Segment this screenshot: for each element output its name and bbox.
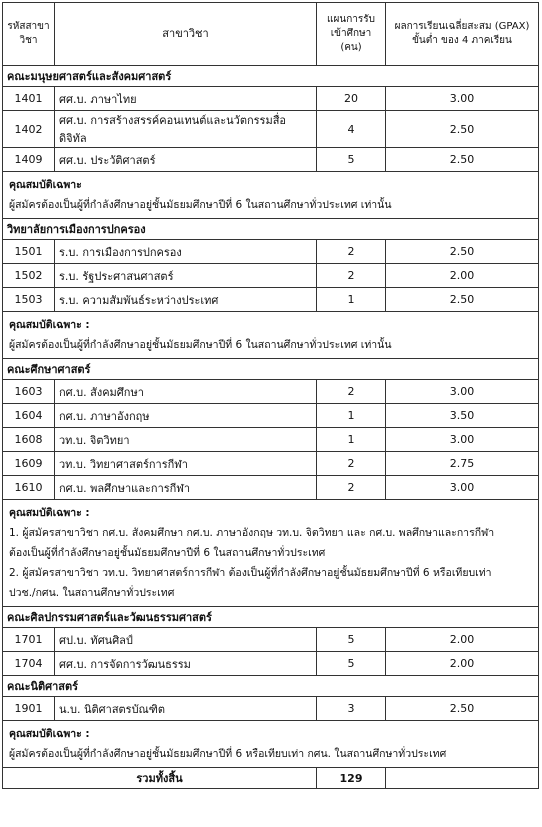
table-header-row bbox=[3, 3, 539, 66]
total-row bbox=[3, 768, 539, 789]
note-line: ผู้สมัครต้องเป็นผู้ที่กำลังศึกษาอยู่ชั้นมัธยมศึกษาปีที่ 6 ในสถานศึกษาทั่วประเทศ เท่านั้น bbox=[9, 199, 392, 211]
section-title: วิทยาลัยการเมืองการปกครอง bbox=[3, 219, 539, 240]
subject-cell: ศศ.บ. ภาษาไทย bbox=[55, 87, 317, 111]
code-cell: 1502 bbox=[3, 264, 55, 288]
subject-cell: ศศ.บ. การจัดการวัฒนธรรม bbox=[55, 652, 317, 676]
seats-cell: 1 bbox=[317, 288, 386, 312]
qualification-note-row bbox=[3, 721, 539, 768]
section-title: คณะมนุษยศาสตร์และสังคมศาสตร์ bbox=[3, 66, 539, 87]
subject-cell: ศศ.บ. การสร้างสรรค์คอนเทนต์และนวัตกรรมสื่อดิจิทัล bbox=[55, 111, 317, 148]
code-cell: 1501 bbox=[3, 240, 55, 264]
section-header-row bbox=[3, 219, 539, 240]
gpax-cell: 2.50 bbox=[386, 148, 539, 172]
seats-cell: 2 bbox=[317, 240, 386, 264]
code-cell: 1901 bbox=[3, 697, 55, 721]
subject-cell: กศ.บ. ภาษาอังกฤษ bbox=[55, 404, 317, 428]
gpax-cell: 2.75 bbox=[386, 452, 539, 476]
total-value: 129 bbox=[317, 768, 386, 789]
table-body bbox=[3, 66, 539, 789]
subject-cell: วท.บ. จิตวิทยา bbox=[55, 428, 317, 452]
section-header-row bbox=[3, 676, 539, 697]
seats-cell: 4 bbox=[317, 111, 386, 148]
table-row bbox=[3, 697, 539, 721]
table-row bbox=[3, 628, 539, 652]
admission-quota-table bbox=[2, 2, 539, 789]
note-title: คุณสมบัติเฉพาะ : bbox=[9, 319, 90, 331]
qualification-note bbox=[3, 172, 539, 219]
note-line: 2. ผู้สมัครสาขาวิชา วท.บ. วิทยาศาสตร์การกีฬา ต้องเป็นผู้ที่กำลังศึกษาอยู่ชั้นมัธยมศึกษาปีที่ 6 หรือเทียบเท่า bbox=[9, 567, 492, 579]
subject-cell: ศศ.บ. ประวัติศาสตร์ bbox=[55, 148, 317, 172]
seats-cell: 2 bbox=[317, 476, 386, 500]
gpax-cell: 2.00 bbox=[386, 628, 539, 652]
subject-cell: กศ.บ. สังคมศึกษา bbox=[55, 380, 317, 404]
gpax-cell: 2.50 bbox=[386, 240, 539, 264]
note-line: ปวช./กศน. ในสถานศึกษาทั่วประเทศ bbox=[9, 587, 175, 599]
header-seats: แผนการรับเข้าศึกษา (คน) bbox=[317, 3, 386, 66]
code-cell: 1503 bbox=[3, 288, 55, 312]
table-row bbox=[3, 111, 539, 148]
seats-cell: 5 bbox=[317, 148, 386, 172]
subject-cell: ร.บ. ความสัมพันธ์ระหว่างประเทศ bbox=[55, 288, 317, 312]
seats-cell: 20 bbox=[317, 87, 386, 111]
note-title: คุณสมบัติเฉพาะ : bbox=[9, 507, 90, 519]
code-cell: 1701 bbox=[3, 628, 55, 652]
note-line: 1. ผู้สมัครสาขาวิชา กศ.บ. สังคมศึกษา กศ.บ. ภาษาอังกฤษ วท.บ. จิตวิทยา และ กศ.บ. พลศึกษาและการกีฬา bbox=[9, 527, 495, 539]
gpax-cell: 2.00 bbox=[386, 652, 539, 676]
header-subject: สาขาวิชา bbox=[55, 3, 317, 66]
header-gpax: ผลการเรียนเฉลี่ยสะสม (GPAX) ขั้นต่ำ ของ 4 ภาคเรียน bbox=[386, 3, 539, 66]
seats-cell: 1 bbox=[317, 428, 386, 452]
table-row bbox=[3, 428, 539, 452]
seats-cell: 2 bbox=[317, 452, 386, 476]
total-label: รวมทั้งสิ้น bbox=[3, 768, 317, 789]
subject-cell: ร.บ. การเมืองการปกครอง bbox=[55, 240, 317, 264]
gpax-cell: 3.00 bbox=[386, 87, 539, 111]
qualification-note bbox=[3, 500, 539, 607]
note-line: ผู้สมัครต้องเป็นผู้ที่กำลังศึกษาอยู่ชั้นมัธยมศึกษาปีที่ 6 หรือเทียบเท่า กศน. ในสถานศึกษาทั่วประเทศ bbox=[9, 748, 447, 760]
section-title: คณะศิลปกรรมศาสตร์และวัฒนธรรมศาสตร์ bbox=[3, 607, 539, 628]
qualification-note-row bbox=[3, 500, 539, 607]
seats-cell: 1 bbox=[317, 404, 386, 428]
seats-cell: 3 bbox=[317, 697, 386, 721]
code-cell: 1603 bbox=[3, 380, 55, 404]
note-title: คุณสมบัติเฉพาะ : bbox=[9, 728, 90, 740]
table-row bbox=[3, 288, 539, 312]
table-row bbox=[3, 264, 539, 288]
gpax-cell: 2.50 bbox=[386, 288, 539, 312]
subject-cell: น.บ. นิติศาสตรบัณฑิต bbox=[55, 697, 317, 721]
gpax-cell: 3.00 bbox=[386, 380, 539, 404]
table-row bbox=[3, 452, 539, 476]
qualification-note-row bbox=[3, 172, 539, 219]
table-row bbox=[3, 380, 539, 404]
section-header-row bbox=[3, 607, 539, 628]
section-header-row bbox=[3, 359, 539, 380]
seats-cell: 2 bbox=[317, 380, 386, 404]
gpax-cell: 2.00 bbox=[386, 264, 539, 288]
section-title: คณะนิติศาสตร์ bbox=[3, 676, 539, 697]
code-cell: 1604 bbox=[3, 404, 55, 428]
code-cell: 1409 bbox=[3, 148, 55, 172]
qualification-note bbox=[3, 721, 539, 768]
total-empty-cell bbox=[386, 768, 539, 789]
subject-cell: ศป.บ. ทัศนศิลป์ bbox=[55, 628, 317, 652]
seats-cell: 5 bbox=[317, 652, 386, 676]
note-line: ต้องเป็นผู้ที่กำลังศึกษาอยู่ชั้นมัธยมศึกษาปีที่ 6 ในสถานศึกษาทั่วประเทศ bbox=[9, 547, 326, 559]
table-row bbox=[3, 87, 539, 111]
code-cell: 1401 bbox=[3, 87, 55, 111]
code-cell: 1610 bbox=[3, 476, 55, 500]
code-cell: 1608 bbox=[3, 428, 55, 452]
table-row bbox=[3, 240, 539, 264]
note-line: ผู้สมัครต้องเป็นผู้ที่กำลังศึกษาอยู่ชั้นมัธยมศึกษาปีที่ 6 ในสถานศึกษาทั่วประเทศ เท่านั้น bbox=[9, 339, 392, 351]
note-title: คุณสมบัติเฉพาะ bbox=[9, 179, 82, 191]
section-header-row bbox=[3, 66, 539, 87]
table-row bbox=[3, 476, 539, 500]
subject-cell: วท.บ. วิทยาศาสตร์การกีฬา bbox=[55, 452, 317, 476]
code-cell: 1704 bbox=[3, 652, 55, 676]
seats-cell: 5 bbox=[317, 628, 386, 652]
section-title: คณะศึกษาศาสตร์ bbox=[3, 359, 539, 380]
header-code: รหัสสาขาวิชา bbox=[3, 3, 55, 66]
gpax-cell: 2.50 bbox=[386, 697, 539, 721]
gpax-cell: 3.00 bbox=[386, 476, 539, 500]
subject-cell: ร.บ. รัฐประศาสนศาสตร์ bbox=[55, 264, 317, 288]
table-row bbox=[3, 652, 539, 676]
gpax-cell: 3.00 bbox=[386, 428, 539, 452]
gpax-cell: 2.50 bbox=[386, 111, 539, 148]
code-cell: 1609 bbox=[3, 452, 55, 476]
table-row bbox=[3, 404, 539, 428]
qualification-note bbox=[3, 312, 539, 359]
qualification-note-row bbox=[3, 312, 539, 359]
seats-cell: 2 bbox=[317, 264, 386, 288]
table-row bbox=[3, 148, 539, 172]
gpax-cell: 3.50 bbox=[386, 404, 539, 428]
code-cell: 1402 bbox=[3, 111, 55, 148]
subject-cell: กศ.บ. พลศึกษาและการกีฬา bbox=[55, 476, 317, 500]
